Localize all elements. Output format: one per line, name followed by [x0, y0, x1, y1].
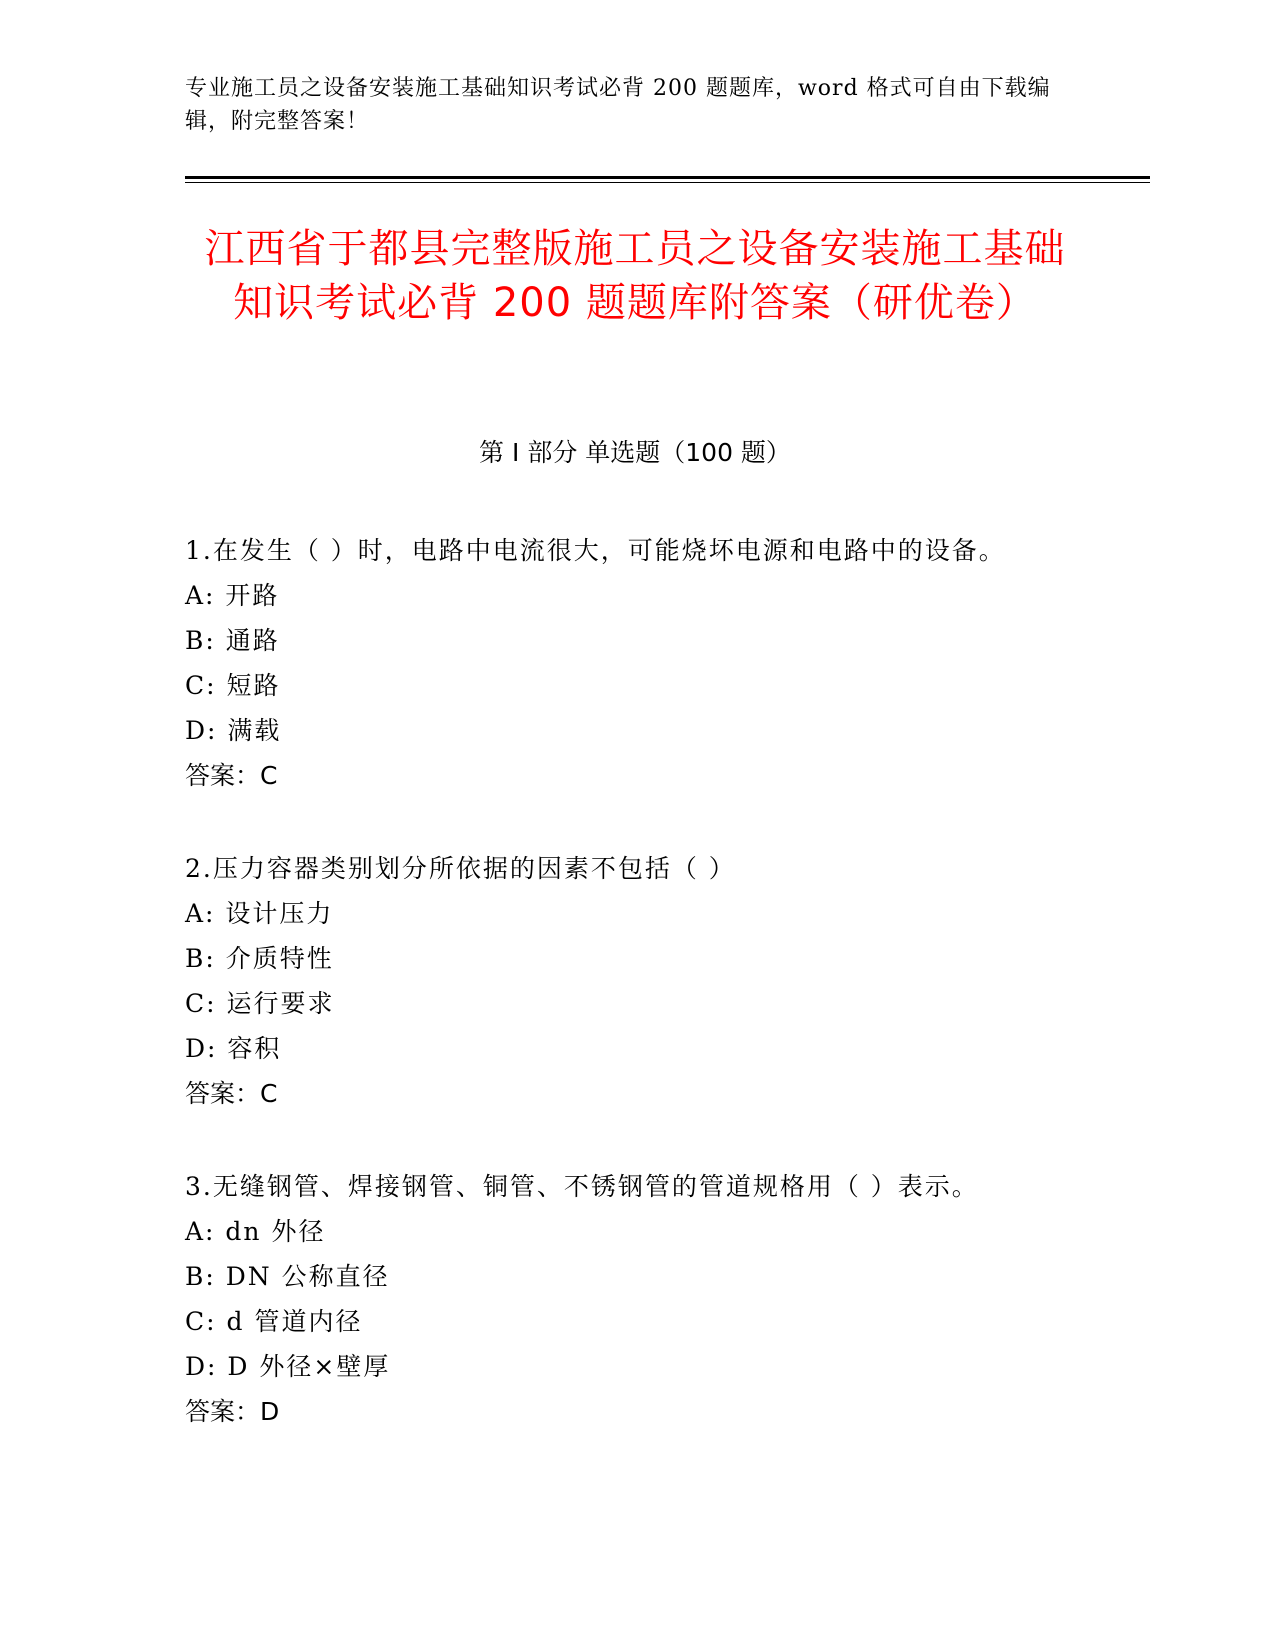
question-stem: 1.在发生（ ）时，电路中电流很大，可能烧坏电源和电路中的设备。	[185, 536, 1006, 565]
answer-line: 答案：D	[185, 1397, 280, 1426]
question-2	[185, 846, 1085, 1116]
question-3	[185, 1164, 1085, 1434]
option-c: C: d 管道内径	[185, 1307, 363, 1336]
option-b: B: 介质特性	[185, 944, 334, 973]
option-a: A: dn 外径	[185, 1217, 326, 1246]
document-title: 江西省于都县完整版施工员之设备安装施工基础知识考试必背 200 题题库附答案（研优卷）	[204, 226, 1066, 326]
option-a: A: 开路	[185, 581, 280, 610]
option-d: D: 容积	[185, 1034, 282, 1063]
section-heading: 第 I 部分 单选题（100 题）	[479, 438, 791, 467]
question-stem: 3.无缝钢管、焊接钢管、铜管、不锈钢管的管道规格用（ ）表示。	[185, 1172, 979, 1201]
header-rule-thick	[185, 176, 1150, 179]
option-c: C: 运行要求	[185, 989, 335, 1018]
option-d: D: 满载	[185, 716, 282, 745]
option-a: A: 设计压力	[185, 899, 334, 928]
answer-line: 答案：C	[185, 1079, 278, 1108]
option-d: D: D 外径×壁厚	[185, 1352, 391, 1381]
question-1	[185, 528, 1085, 798]
option-c: C: 短路	[185, 671, 281, 700]
header-note: 专业施工员之设备安装施工基础知识考试必背 200 题题库，word 格式可自由下载编辑，附完整答案！	[185, 76, 1051, 134]
option-b: B: 通路	[185, 626, 280, 655]
option-b: B: DN 公称直径	[185, 1262, 390, 1291]
answer-line: 答案：C	[185, 761, 278, 790]
question-stem: 2.压力容器类别划分所依据的因素不包括（ ）	[185, 854, 736, 883]
header-rule-thin	[185, 182, 1150, 183]
